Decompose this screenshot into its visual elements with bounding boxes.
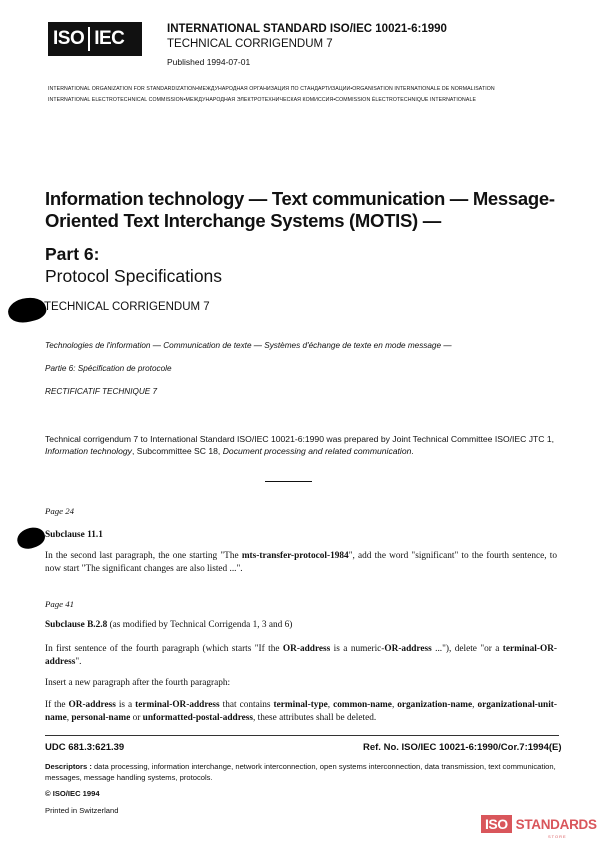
part-label: Part 6: (45, 244, 100, 264)
footer-rule (45, 735, 559, 736)
org-line-iec: INTERNATIONAL ELECTROTECHNICAL COMMISSION•МЕЖДУНАРОДНАЯ ЭЛЕКТРОТЕХНИЧЕСКАЯ КОМИССИЯ•COMMISSION ÉLECTROTECHNIQUE INTERNATIONALE (48, 97, 476, 103)
french-corrigendum: RECTIFICATIF TECHNIQUE 7 (45, 387, 158, 396)
french-title: Technologies de l'information — Communication de texte — Systèmes d'échange de texte en mode message — (45, 341, 452, 350)
section2-paragraph-3: If the OR-address is a terminal-OR-address that contains terminal-type, common-name, organization-name, organizational-unit-name, personal-name or unformatted-postal-address, these attributes shall be deleted. (45, 700, 557, 723)
copyright: © ISO/IEC 1994 (45, 789, 100, 798)
intro-paragraph: Technical corrigendum 7 to International Standard ISO/IEC 10021-6:1990 was prepared by Joint Technical Committee ISO/IEC JTC 1, Information technology, Subcommittee SC 18, Document processing and related communication. (45, 434, 555, 456)
published-date: Published 1994-07-01 (167, 57, 251, 67)
org-line-iso: INTERNATIONAL ORGANIZATION FOR STANDARDIZATION•МЕЖДУНАРОДНАЯ ОРГАНИЗАЦИЯ ПО СТАНДАРТИЗАЦИИ•ORGANISATION INTERNATIONALE DE NORMALISATION (48, 86, 495, 92)
reference-number: Ref. No. ISO/IEC 10021-6:1990/Cor.7:1994(E) (363, 742, 562, 753)
logo-divider (88, 27, 90, 51)
corrigendum-label: TECHNICAL CORRIGENDUM 7 (167, 38, 333, 50)
corrigendum-title: TECHNICAL CORRIGENDUM 7 (44, 301, 210, 313)
document-title: Information technology — Text communication — Message-Oriented Text Interchange Systems (MOTIS) — (45, 188, 555, 231)
printed-in: Printed in Switzerland (45, 806, 119, 815)
iso-iec-logo (48, 22, 142, 56)
section2-paragraph-2: Insert a new paragraph after the fourth paragraph: (45, 678, 231, 688)
section1-paragraph: In the second last paragraph, the one starting "The mts-transfer-protocol-1984", add the word "significant" to the fourth sentence, to now start "The significant changes are also listed ...". (45, 551, 557, 574)
logo-iso-text: ISO (53, 28, 85, 49)
page-ref-41: Page 41 (45, 599, 75, 609)
standard-number: INTERNATIONAL STANDARD ISO/IEC 10021-6:1990 (167, 23, 447, 35)
iso-standards-store-logo (481, 815, 597, 833)
page-ref-24: Page 24 (45, 506, 75, 516)
store-subtext: STORE (548, 834, 567, 839)
udc-number: UDC 681.3:621.39 (45, 742, 125, 753)
store-iso-text: ISO (481, 815, 512, 833)
descriptors: Descriptors : data processing, information interchange, network interconnection, open systems interconnection, data transmission, text communication, messages, message handling systems, protocols. (45, 762, 556, 782)
store-standards-text: STANDARDS (515, 816, 597, 832)
ink-blot (6, 294, 49, 326)
subclause-b-2-8: Subclause B.2.8 (as modified by Technical Corrigenda 1, 3 and 6) (45, 620, 293, 630)
logo-iec-text: IEC (94, 28, 125, 49)
subclause-11-1: Subclause 11.1 (45, 530, 103, 540)
section2-paragraph-1: In first sentence of the fourth paragraph (which starts "If the OR-address is a numeric-OR-address ..."), delete "or a terminal-OR-address". (45, 644, 558, 667)
part-title: Protocol Specifications (45, 266, 223, 286)
separator-rule (265, 481, 312, 482)
ink-blot (14, 524, 47, 552)
french-part: Partie 6: Spécification de protocole (45, 364, 172, 373)
